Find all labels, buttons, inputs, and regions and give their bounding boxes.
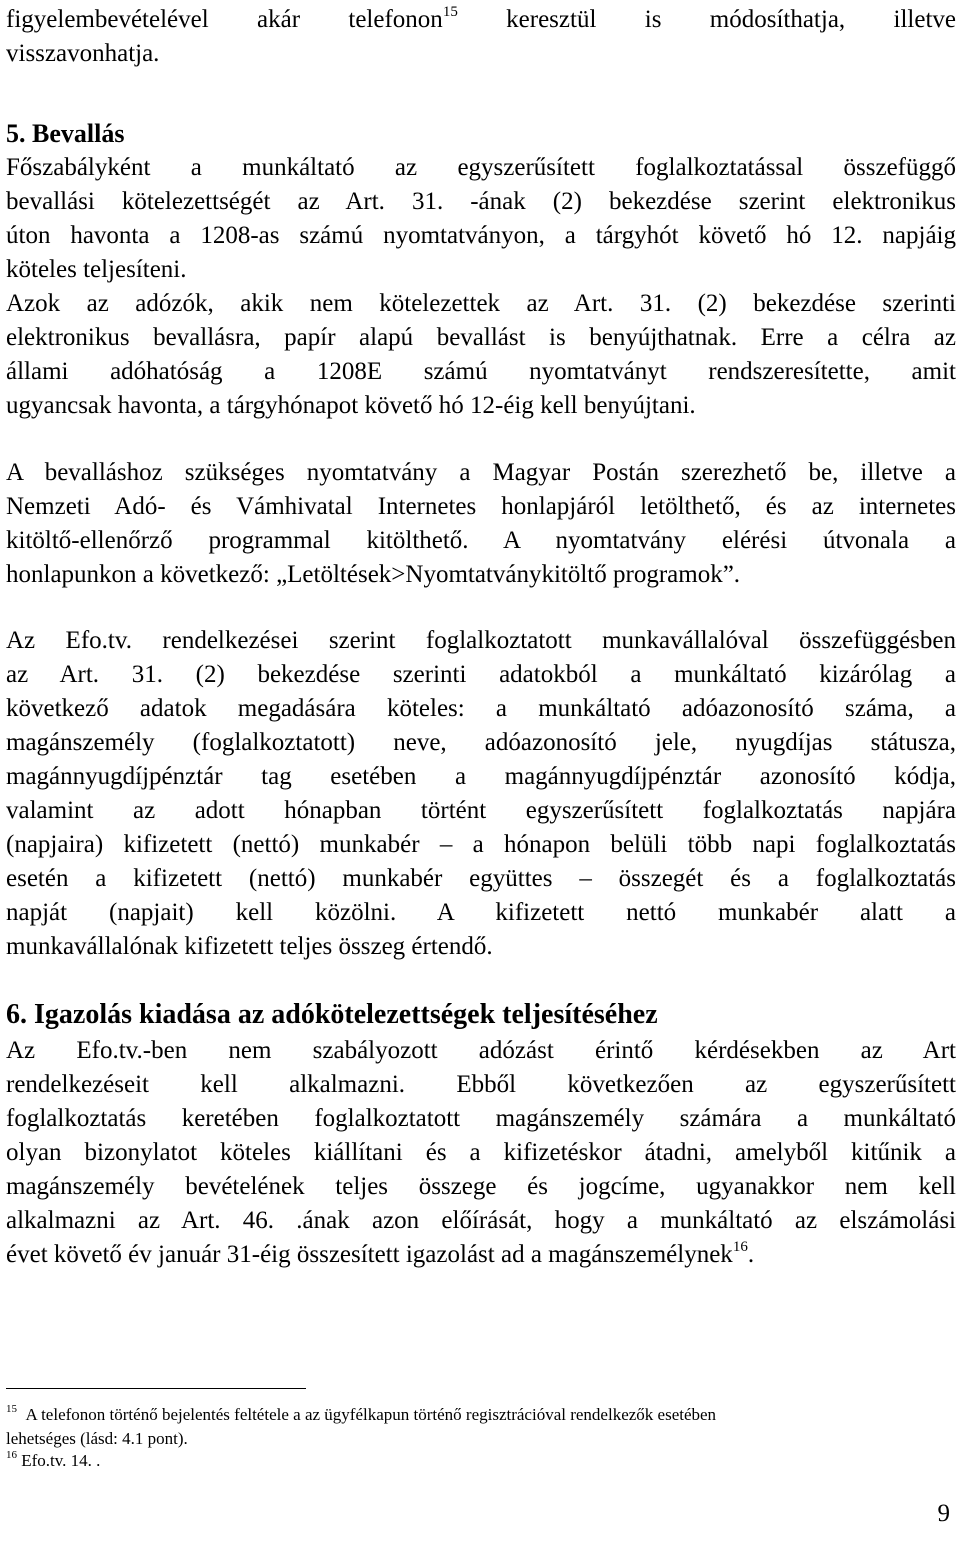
body-line: esetén a kifizetett (nettó) munkabér együttes – összegét és a foglalkoztatás xyxy=(6,865,956,892)
body-line: Nemzeti Adó- és Vámhivatal Internetes honlapjáról letölthető, és az internetes xyxy=(6,493,956,520)
body-line: ugyancsak havonta, a tárgyhónapot követő hó 12-éig kell benyújtani. xyxy=(6,392,696,419)
footnote-ref: 16 xyxy=(732,1238,748,1255)
body-line: köteles teljesíteni. xyxy=(6,256,187,283)
footnote-15-continued: lehetséges (lásd: 4.1 pont). xyxy=(6,1429,188,1448)
body-line: alkalmazni az Art. 46. .ának azon előírását, hogy a munkáltató az elszámolási xyxy=(6,1207,956,1234)
body-line: (napjaira) kifizetett (nettó) munkabér – a hónapon belüli több napi foglalkoztatás xyxy=(6,831,956,858)
section-heading-5: 5. Bevallás xyxy=(6,119,125,148)
body-line: következő adatok megadására köteles: a munkáltató adóazonosító száma, a xyxy=(6,695,956,722)
footnote-16: $^{16}$ Efo.tv. 14. . xyxy=(6,1449,101,1470)
body-line: visszavonhatja. xyxy=(6,40,160,67)
footnote-ref: 15 xyxy=(442,3,458,20)
body-line: elektronikus bevallásra, papír alapú bevallást is benyújthatnak. Erre a célra az xyxy=(6,324,956,351)
body-line: magánszemély bevételének teljes összege és jogcíme, ugyanakkor nem kell xyxy=(6,1173,956,1200)
body-line: úton havonta a 1208-as számú nyomtatványon, a tárgyhót követő hó 12. napjáig xyxy=(6,222,956,249)
body-line: az Art. 31. (2) bekezdése szerinti adatokból a munkáltató kizárólag a xyxy=(6,661,956,688)
footnote-15: $^{15}$ A telefonon történő bejelentés feltétele a az ügyfélkapun történő regisztrációval rendelkezők esetében xyxy=(6,1403,717,1424)
page-number: 9 xyxy=(937,1500,950,1527)
body-line: figyelembevételével akár telefonon$^{15}$ keresztül is módosíthatja, illetve xyxy=(6,3,956,33)
body-line: honlapunkon a következő: „Letöltések>Nyomtatványkitöltő programok”. xyxy=(6,561,741,588)
body-line: munkavállalónak kifizetett teljes összeg értendő. xyxy=(6,933,493,960)
body-line: A bevalláshoz szükséges nyomtatvány a Magyar Postán szerezhető be, illetve a xyxy=(6,459,956,486)
body-line: állami adóhatóság a 1208E számú nyomtatványt rendszeresítette, amit xyxy=(6,358,956,385)
body-line: olyan bizonylatot köteles kiállítani és a kifizetéskor átadni, amelyből kitűnik a xyxy=(6,1139,956,1166)
body-line: magánszemély (foglalkoztatott) neve, adóazonosító jele, nyugdíjas státusza, xyxy=(6,729,956,756)
section-heading-6: 6. Igazolás kiadása az adókötelezettségek teljesítéséhez xyxy=(6,999,658,1030)
footnote-number: 16 xyxy=(6,1449,17,1462)
body-line: Főszabályként a munkáltató az egyszerűsített foglalkoztatással összefüggő xyxy=(6,154,956,181)
body-line: Azok az adózók, akik nem kötelezettek az Art. 31. (2) bekezdése szerinti xyxy=(6,290,956,317)
body-line: napját (napjait) kell közölni. A kifizetett nettó munkabér alatt a xyxy=(6,899,956,926)
body-line: kitöltő-ellenőrző programmal kitölthető. A nyomtatvány elérési útvonala a xyxy=(6,527,956,554)
body-line: rendelkezéseit kell alkalmazni. Ebből következően az egyszerűsített xyxy=(6,1071,956,1098)
body-line: valamint az adott hónapban történt egyszerűsített foglalkoztatás napjára xyxy=(6,797,956,824)
body-line: magánnyugdíjpénztár tag esetében a magánnyugdíjpénztár azonosító kódja, xyxy=(6,763,956,790)
body-line: Az Efo.tv. rendelkezései szerint foglalkoztatott munkavállalóval összefüggésben xyxy=(6,627,956,654)
body-line: foglalkoztatás keretében foglalkoztatott magánszemély számára a munkáltató xyxy=(6,1105,956,1132)
footnote-separator xyxy=(6,1388,306,1389)
body-line: bevallási kötelezettségét az Art. 31. -ának (2) bekezdése szerint elektronikus xyxy=(6,188,956,215)
footnote-number: 15 xyxy=(6,1403,17,1416)
body-line: Az Efo.tv.-ben nem szabályozott adózást érintő kérdésekben az Art xyxy=(6,1037,956,1064)
body-line: évet követő év január 31-éig összesített igazolást ad a magánszemélynek$^{16}$. xyxy=(6,1238,755,1268)
